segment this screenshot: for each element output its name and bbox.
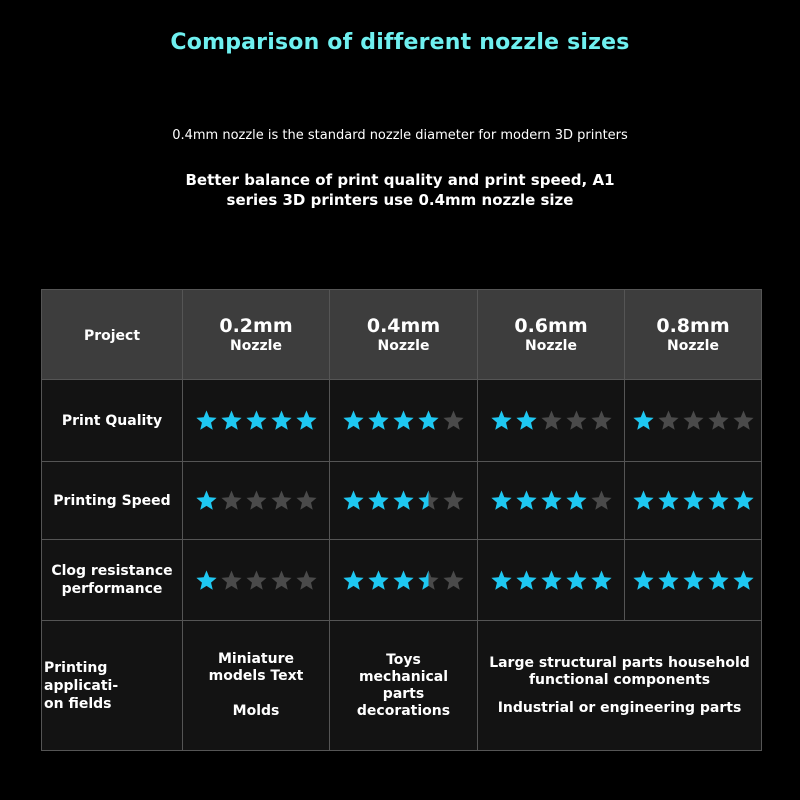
nozzle-size: 0.8mm (656, 314, 730, 337)
description-line-2: series 3D printers use 0.4mm nozzle size (226, 191, 574, 209)
star-rating (330, 409, 477, 432)
star-filled-icon (515, 489, 538, 512)
header-nozzle-04 (330, 290, 478, 380)
star-filled-icon (707, 569, 730, 592)
star-filled-icon (245, 409, 268, 432)
application-text: parts (382, 685, 425, 702)
description-line-1: Better balance of print quality and print speed, A1 (185, 171, 615, 189)
row-label-line: Printing applicati- (44, 659, 119, 694)
header-nozzle-02 (183, 290, 330, 380)
star-empty-icon (682, 409, 705, 432)
row-label-line: on fields (44, 695, 112, 712)
nozzle-word: Nozzle (525, 337, 577, 354)
star-filled-icon (195, 569, 218, 592)
star-filled-icon (515, 409, 538, 432)
star-filled-icon (342, 489, 365, 512)
star-filled-icon (195, 409, 218, 432)
application-text: Toys (386, 651, 421, 668)
star-filled-icon (392, 569, 415, 592)
star-filled-icon (220, 409, 243, 432)
star-filled-icon (392, 409, 415, 432)
nozzle-word: Nozzle (230, 337, 282, 354)
star-rating (625, 409, 761, 432)
star-empty-icon (245, 489, 268, 512)
project-label: Project (83, 328, 141, 344)
application-cell-04 (330, 621, 478, 751)
rating-cell (183, 380, 330, 462)
star-empty-icon (295, 569, 318, 592)
table-row-printing-speed (42, 462, 762, 540)
row-label (42, 621, 183, 751)
star-rating (625, 569, 761, 592)
star-rating (183, 409, 329, 432)
star-filled-icon (367, 569, 390, 592)
rating-cell (183, 540, 330, 621)
row-label-line: Printing Speed (53, 492, 171, 509)
star-rating (625, 489, 761, 512)
rating-cell (625, 462, 762, 540)
rating-cell (478, 462, 625, 540)
star-empty-icon (442, 489, 465, 512)
row-label (42, 380, 183, 462)
star-filled-icon (515, 569, 538, 592)
comparison-table (41, 289, 762, 751)
star-rating (478, 409, 624, 432)
star-empty-icon (732, 409, 755, 432)
star-rating (478, 569, 624, 592)
table-row-print-quality (42, 380, 762, 462)
star-filled-icon (632, 489, 655, 512)
star-filled-icon (565, 569, 588, 592)
rating-cell (625, 540, 762, 621)
nozzle-word: Nozzle (667, 337, 719, 354)
star-half-icon (417, 489, 440, 512)
row-label-line: Print Quality (61, 412, 163, 429)
star-filled-icon (295, 409, 318, 432)
star-empty-icon (590, 489, 613, 512)
star-filled-icon (657, 569, 680, 592)
table-row-application-fields (42, 621, 762, 751)
star-filled-icon (682, 569, 705, 592)
star-empty-icon (270, 569, 293, 592)
star-empty-icon (590, 409, 613, 432)
star-rating (478, 489, 624, 512)
application-text: decorations (356, 702, 451, 719)
star-filled-icon (342, 569, 365, 592)
rating-cell (330, 462, 478, 540)
star-filled-icon (490, 489, 513, 512)
row-label-line: Clog resistance (51, 563, 173, 579)
star-filled-icon (732, 489, 755, 512)
row-label-line: performance (61, 581, 163, 597)
star-filled-icon (270, 409, 293, 432)
star-filled-icon (367, 409, 390, 432)
star-rating (330, 569, 477, 592)
row-label (42, 540, 183, 621)
star-empty-icon (295, 489, 318, 512)
star-filled-icon (342, 409, 365, 432)
application-text: Miniature (217, 651, 294, 667)
rating-cell (330, 540, 478, 621)
header-nozzle-08 (625, 290, 762, 380)
table-row-clog-resistance (42, 540, 762, 621)
star-empty-icon (442, 409, 465, 432)
star-filled-icon (392, 489, 415, 512)
star-filled-icon (490, 569, 513, 592)
star-filled-icon (195, 489, 218, 512)
star-empty-icon (220, 489, 243, 512)
star-empty-icon (657, 409, 680, 432)
star-filled-icon (565, 489, 588, 512)
star-filled-icon (367, 489, 390, 512)
star-filled-icon (682, 489, 705, 512)
star-filled-icon (707, 489, 730, 512)
header-project-cell (42, 290, 183, 380)
star-empty-icon (565, 409, 588, 432)
star-filled-icon (417, 409, 440, 432)
star-filled-icon (632, 569, 655, 592)
star-rating (183, 569, 329, 592)
application-text: Molds (232, 703, 280, 719)
star-empty-icon (540, 409, 563, 432)
application-cell-02 (183, 621, 330, 751)
row-label (42, 462, 183, 540)
rating-cell (330, 380, 478, 462)
application-text: functional components (528, 671, 711, 688)
header-nozzle-06 (478, 290, 625, 380)
description (0, 170, 800, 210)
nozzle-size: 0.2mm (219, 314, 293, 337)
rating-cell (625, 380, 762, 462)
star-half-icon (417, 569, 440, 592)
application-text: models Text (208, 668, 304, 684)
star-filled-icon (732, 569, 755, 592)
subtitle: 0.4mm nozzle is the standard nozzle diameter for modern 3D printers (172, 128, 628, 143)
application-cell-06-08 (478, 621, 762, 751)
star-filled-icon (540, 489, 563, 512)
application-text: Large structural parts household (489, 654, 750, 671)
star-filled-icon (632, 409, 655, 432)
application-text: mechanical (358, 668, 449, 685)
star-rating (330, 489, 477, 512)
star-empty-icon (245, 569, 268, 592)
star-rating (183, 489, 329, 512)
application-text: Industrial or engineering parts (497, 699, 742, 716)
table-header-row (42, 290, 762, 380)
nozzle-size: 0.4mm (366, 314, 441, 337)
rating-cell (478, 380, 625, 462)
star-empty-icon (707, 409, 730, 432)
star-filled-icon (657, 489, 680, 512)
rating-cell (478, 540, 625, 621)
star-empty-icon (220, 569, 243, 592)
page-title: Comparison of different nozzle sizes (170, 30, 630, 55)
nozzle-size: 0.6mm (514, 314, 588, 337)
rating-cell (183, 462, 330, 540)
nozzle-word: Nozzle (377, 337, 430, 354)
star-filled-icon (540, 569, 563, 592)
star-filled-icon (590, 569, 613, 592)
star-empty-icon (270, 489, 293, 512)
star-filled-icon (490, 409, 513, 432)
star-empty-icon (442, 569, 465, 592)
